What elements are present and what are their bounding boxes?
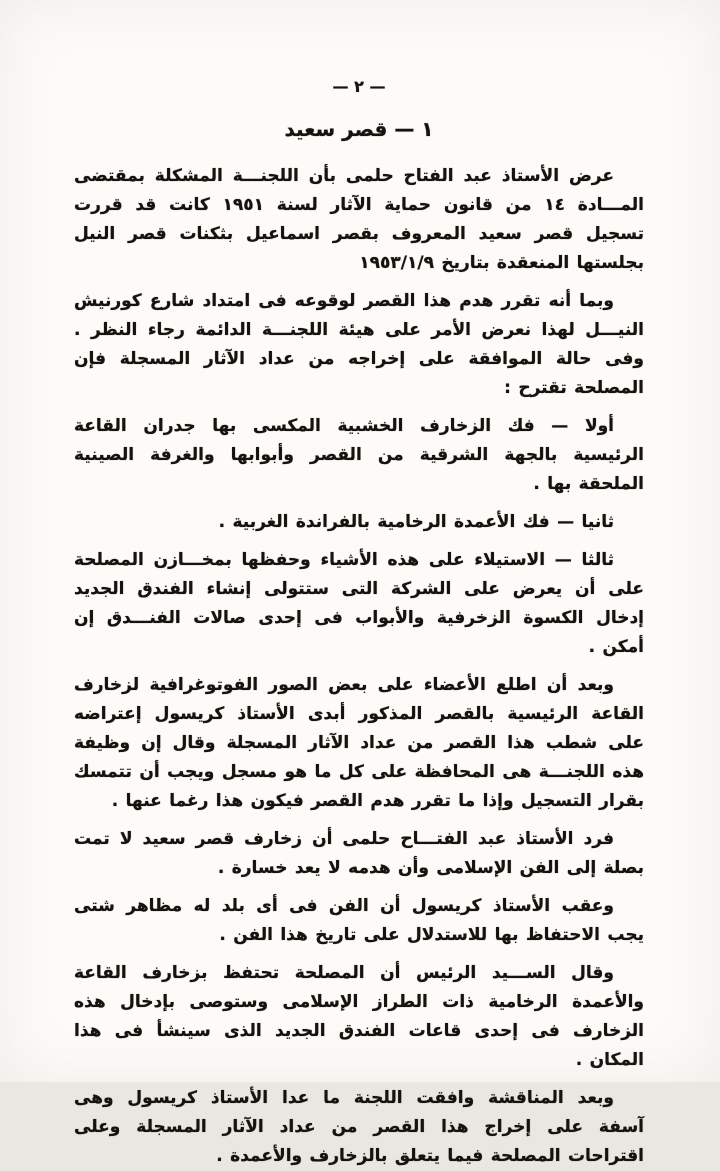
paragraph: وقال الســـيد الرئيس أن المصلحة تحتفظ بزخارف القاعة والأعمدة الرخامية ذات الطراز الإسلامى وستوصى بإدخال هذه الزخارف فى إحدى قاعات الفندق الجديد الذى سينشأ فى هذا المكان . (74, 963, 644, 1070)
paragraph: وبما أنه تقرر هدم هذا القصر لوقوعه فى امتداد شارع كورنيش النيـــل لهذا نعرض الأمر على هيئة اللجنـــة الدائمة رجاء النظر . وفى حالة الموافقة على إخراجه من عداد الآثار المسجلة فإن المصلحة تقترح : (74, 291, 644, 398)
paragraph: وبعد أن اطلع الأعضاء على بعض الصور الفوتوغرافية لزخارف القاعة الرئيسية بالقصر المذكور أبدى الأستاذ كريسول إعتراضه على شطب هذا القصر من عداد الآثار المسجلة وقال إن وظيفة هذه اللجنـــة هى المحافظة على كل ما هو مسجل ويجب أن تتمسك بقرار التسجيل وإذا ما تقرر هدم القصر فيكون هذا رغما عنها . (74, 675, 644, 811)
paragraph: وبعد المناقشة وافقت اللجنة ما عدا الأستاذ كريسول وهى آسفة على إخراج هذا القصر من عداد الآثار المسجلة وعلى اقتراحات المصلحة فيما يتعلق بالزخارف والأعمدة . (74, 1088, 644, 1166)
section-heading: ١ — قصر سعيد (284, 117, 434, 141)
paragraph: ثانيا — فك الأعمدة الرخامية بالفراندة الغربية . (218, 512, 614, 532)
paragraph: ثالثا — الاستيلاء على هذه الأشياء وحفظها بمخـــازن المصلحة على أن يعرض على الشركة التى ستتولى إنشاء الفندق الجديد إدخال الكسوة الزخرفية والأبواب فى إحدى صالات الفنـــدق إن أمكن . (74, 550, 644, 657)
paragraph: عرض الأستاذ عبد الفتاح حلمى بأن اللجنـــة المشكلة بمقتضى المـــادة ١٤ من قانون حماية الآثار لسنة ١٩٥١ كانت قد قررت تسجيل قصر سعيد المعروف بقصر اسماعيل بثكنات قصر النيل بجلستها المنعقدة بتاريخ ١٩٥٣/١/٩ (74, 166, 644, 273)
paragraph: فرد الأستاذ عبد الفتـــاح حلمى أن زخارف قصر سعيد لا تمت بصلة إلى الفن الإسلامى وأن هدمه لا يعد خسارة . (74, 829, 644, 878)
paragraph: أولا — فك الزخارف الخشبية المكسى بها جدران القاعة الرئيسية بالجهة الشرقية من القصر وأبوابها والغرفة الصينية الملحقة بها . (74, 416, 644, 494)
page-number: — ٢ — (332, 77, 386, 96)
paragraph: وعقب الأستاذ كريسول أن الفن فى أى بلد له مظاهر شتى يجب الاحتفاظ بها للاستدلال على تاريخ هذا الفن . (74, 896, 644, 945)
